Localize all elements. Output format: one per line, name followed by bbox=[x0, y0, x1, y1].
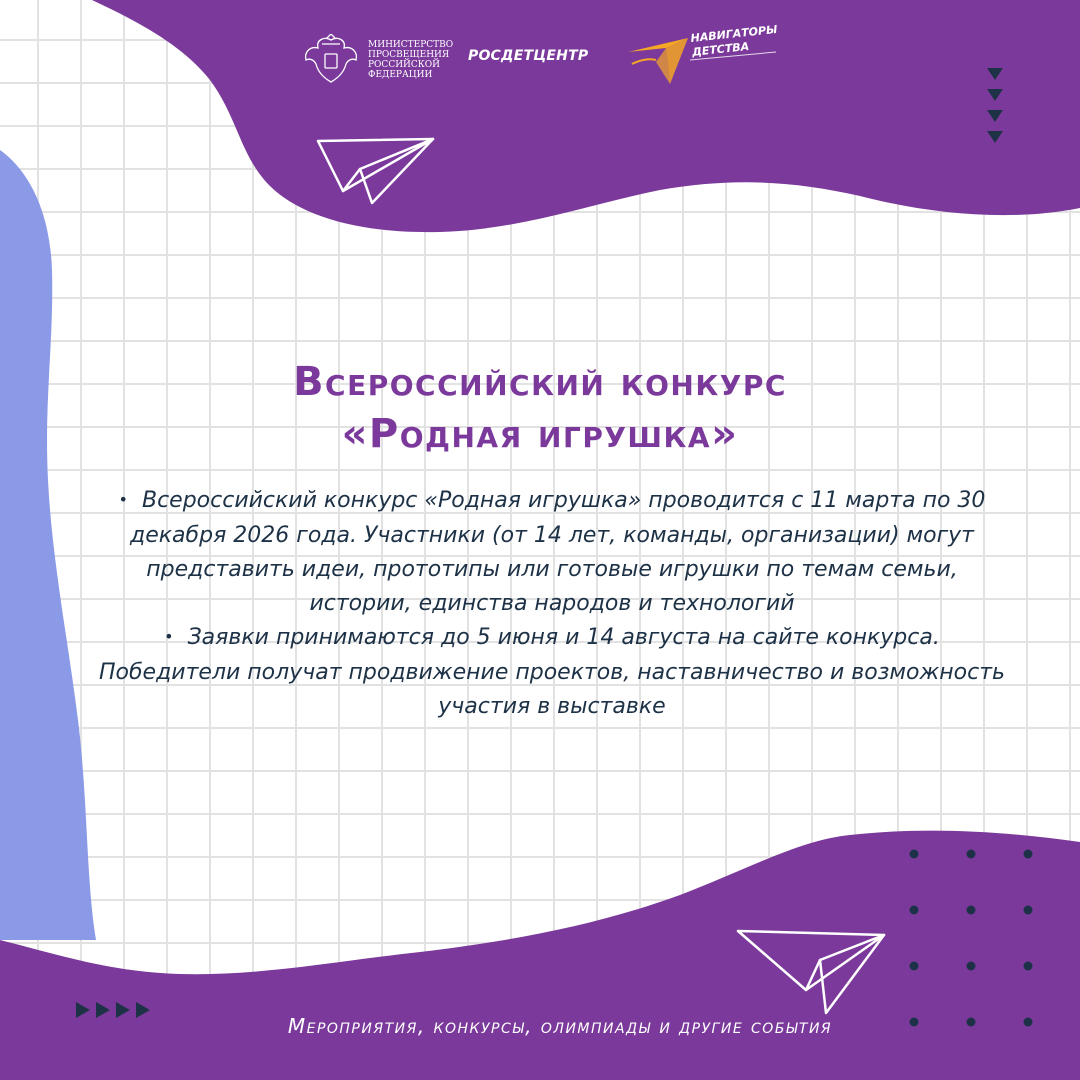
left-blue-shape bbox=[0, 150, 96, 940]
coat-of-arms-icon bbox=[300, 34, 362, 86]
rosdetcenter-logo: РОСДЕТЦЕНТР bbox=[468, 48, 589, 64]
description bbox=[92, 484, 1012, 724]
ministry-line: ПРОСВЕЩЕНИЯ bbox=[368, 50, 450, 60]
nav-underline-icon bbox=[626, 30, 786, 92]
bullet-dot-icon: • bbox=[164, 627, 174, 646]
bullet-item bbox=[92, 484, 1012, 621]
ministry-logo bbox=[300, 34, 458, 86]
bullet-text: Заявки принимаются до 5 июня и 14 августа на сайте конкурса. Победители получат продвижение проектов, наставничество и возможность участия в выставке bbox=[98, 625, 1006, 719]
bullet-item bbox=[92, 621, 1012, 724]
bullet-text: Всероссийский конкурс «Родная игрушка» проводится с 11 марта по 30 декабря 2026 года. Участники (от 14 лет, команды, организации) могут представить идеи, прототипы или готовые игрушки по темам семьи, истории, единства народов и технологий bbox=[130, 488, 986, 616]
bullet-dot-icon: • bbox=[118, 490, 128, 509]
navigators-line: ДЕТСТВА bbox=[691, 39, 750, 59]
ministry-line: МИНИСТЕРСТВО bbox=[368, 40, 454, 50]
ministry-line: ФЕДЕРАЦИИ bbox=[368, 70, 433, 80]
bottom-purple-blob bbox=[0, 831, 1080, 1080]
navigators-line: НАВИГАТОРЫ bbox=[690, 22, 779, 45]
ministry-line: РОССИЙСКОЙ bbox=[368, 60, 440, 70]
title-line-2: «Родная игрушка» bbox=[341, 411, 739, 457]
navigators-logo bbox=[626, 22, 786, 92]
ministry-name bbox=[368, 40, 458, 80]
page-title bbox=[0, 356, 1080, 460]
footer-caption: Мероприятия, конкурсы, олимпиады и другие события bbox=[287, 1014, 833, 1038]
partner-logos bbox=[300, 22, 800, 94]
title-line-1: Всероссийский конкурс bbox=[293, 359, 787, 405]
